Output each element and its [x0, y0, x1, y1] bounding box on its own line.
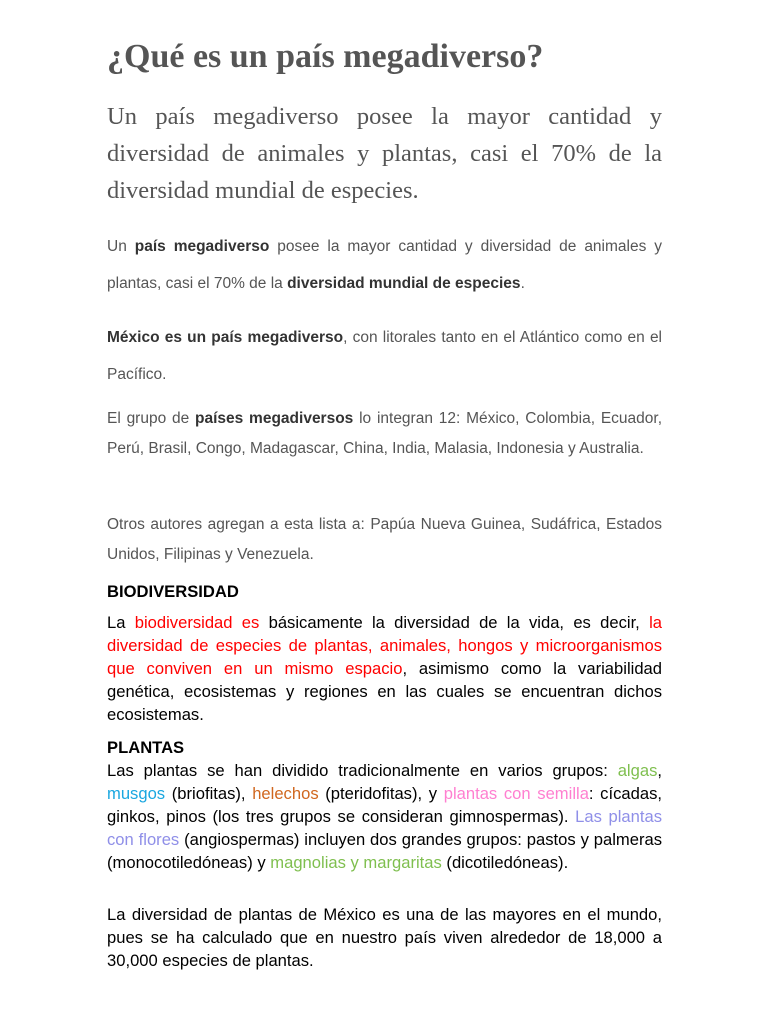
- page-title: ¿Qué es un país megadiverso?: [107, 38, 544, 75]
- other-authors-paragraph: Otros autores agregan a esta lista a: Papúa Nueva Guinea, Sudáfrica, Estados Unidos, Filipinas y Venezuela.: [107, 516, 662, 563]
- lead-paragraph: Un país megadiverso posee la mayor cantidad y diversidad de animales y plantas, casi el 70% de la diversidad mundial de especies.: [107, 103, 662, 204]
- biodiversity-paragraph: La biodiversidad es básicamente la diversidad de la vida, es decir, la diversidad de especies de plantas, animales, hongos y microorganismos que conviven en un mismo espacio, asimismo como la variabilidad genética, ecosistemas y regiones en las cuales se encuentran dichos ecosistemas.: [107, 613, 663, 724]
- mexico-paragraph: México es un país megadiverso, con litorales tanto en el Atlántico como en el Pacífico.: [107, 329, 663, 383]
- plants-paragraph: Las plantas se han dividido tradicionalmente en varios grupos: algas, musgos (briofitas), helechos (pteridofitas), y plantas con semilla: cícadas, ginkos, pinos (los tres grupos se consideran gimnospermas). Las plantas con flores (angiospermas) incluyen dos grandes grupos: pastos y palmeras (monocotiledóneas) y magnolias y margaritas (dicotiledóneas).: [107, 761, 663, 872]
- biodiversity-heading: BIODIVERSIDAD: [107, 582, 239, 601]
- country-group-paragraph: El grupo de países megadiversos lo integran 12: México, Colombia, Ecuador, Perú, Brasil, Congo, Madagascar, China, India, Malasia, Indonesia y Australia.: [107, 410, 662, 457]
- mexico-plants-paragraph: La diversidad de plantas de México es una de las mayores en el mundo, pues se ha calculado que en nuestro país viven alrededor de 18,000 a 30,000 especies de plantas.: [107, 905, 662, 970]
- megadiverse-definition-paragraph: Un país megadiverso posee la mayor cantidad y diversidad de animales y plantas, casi el 70% de la diversidad mundial de especies.: [107, 238, 663, 292]
- plants-heading: PLANTAS: [107, 738, 185, 757]
